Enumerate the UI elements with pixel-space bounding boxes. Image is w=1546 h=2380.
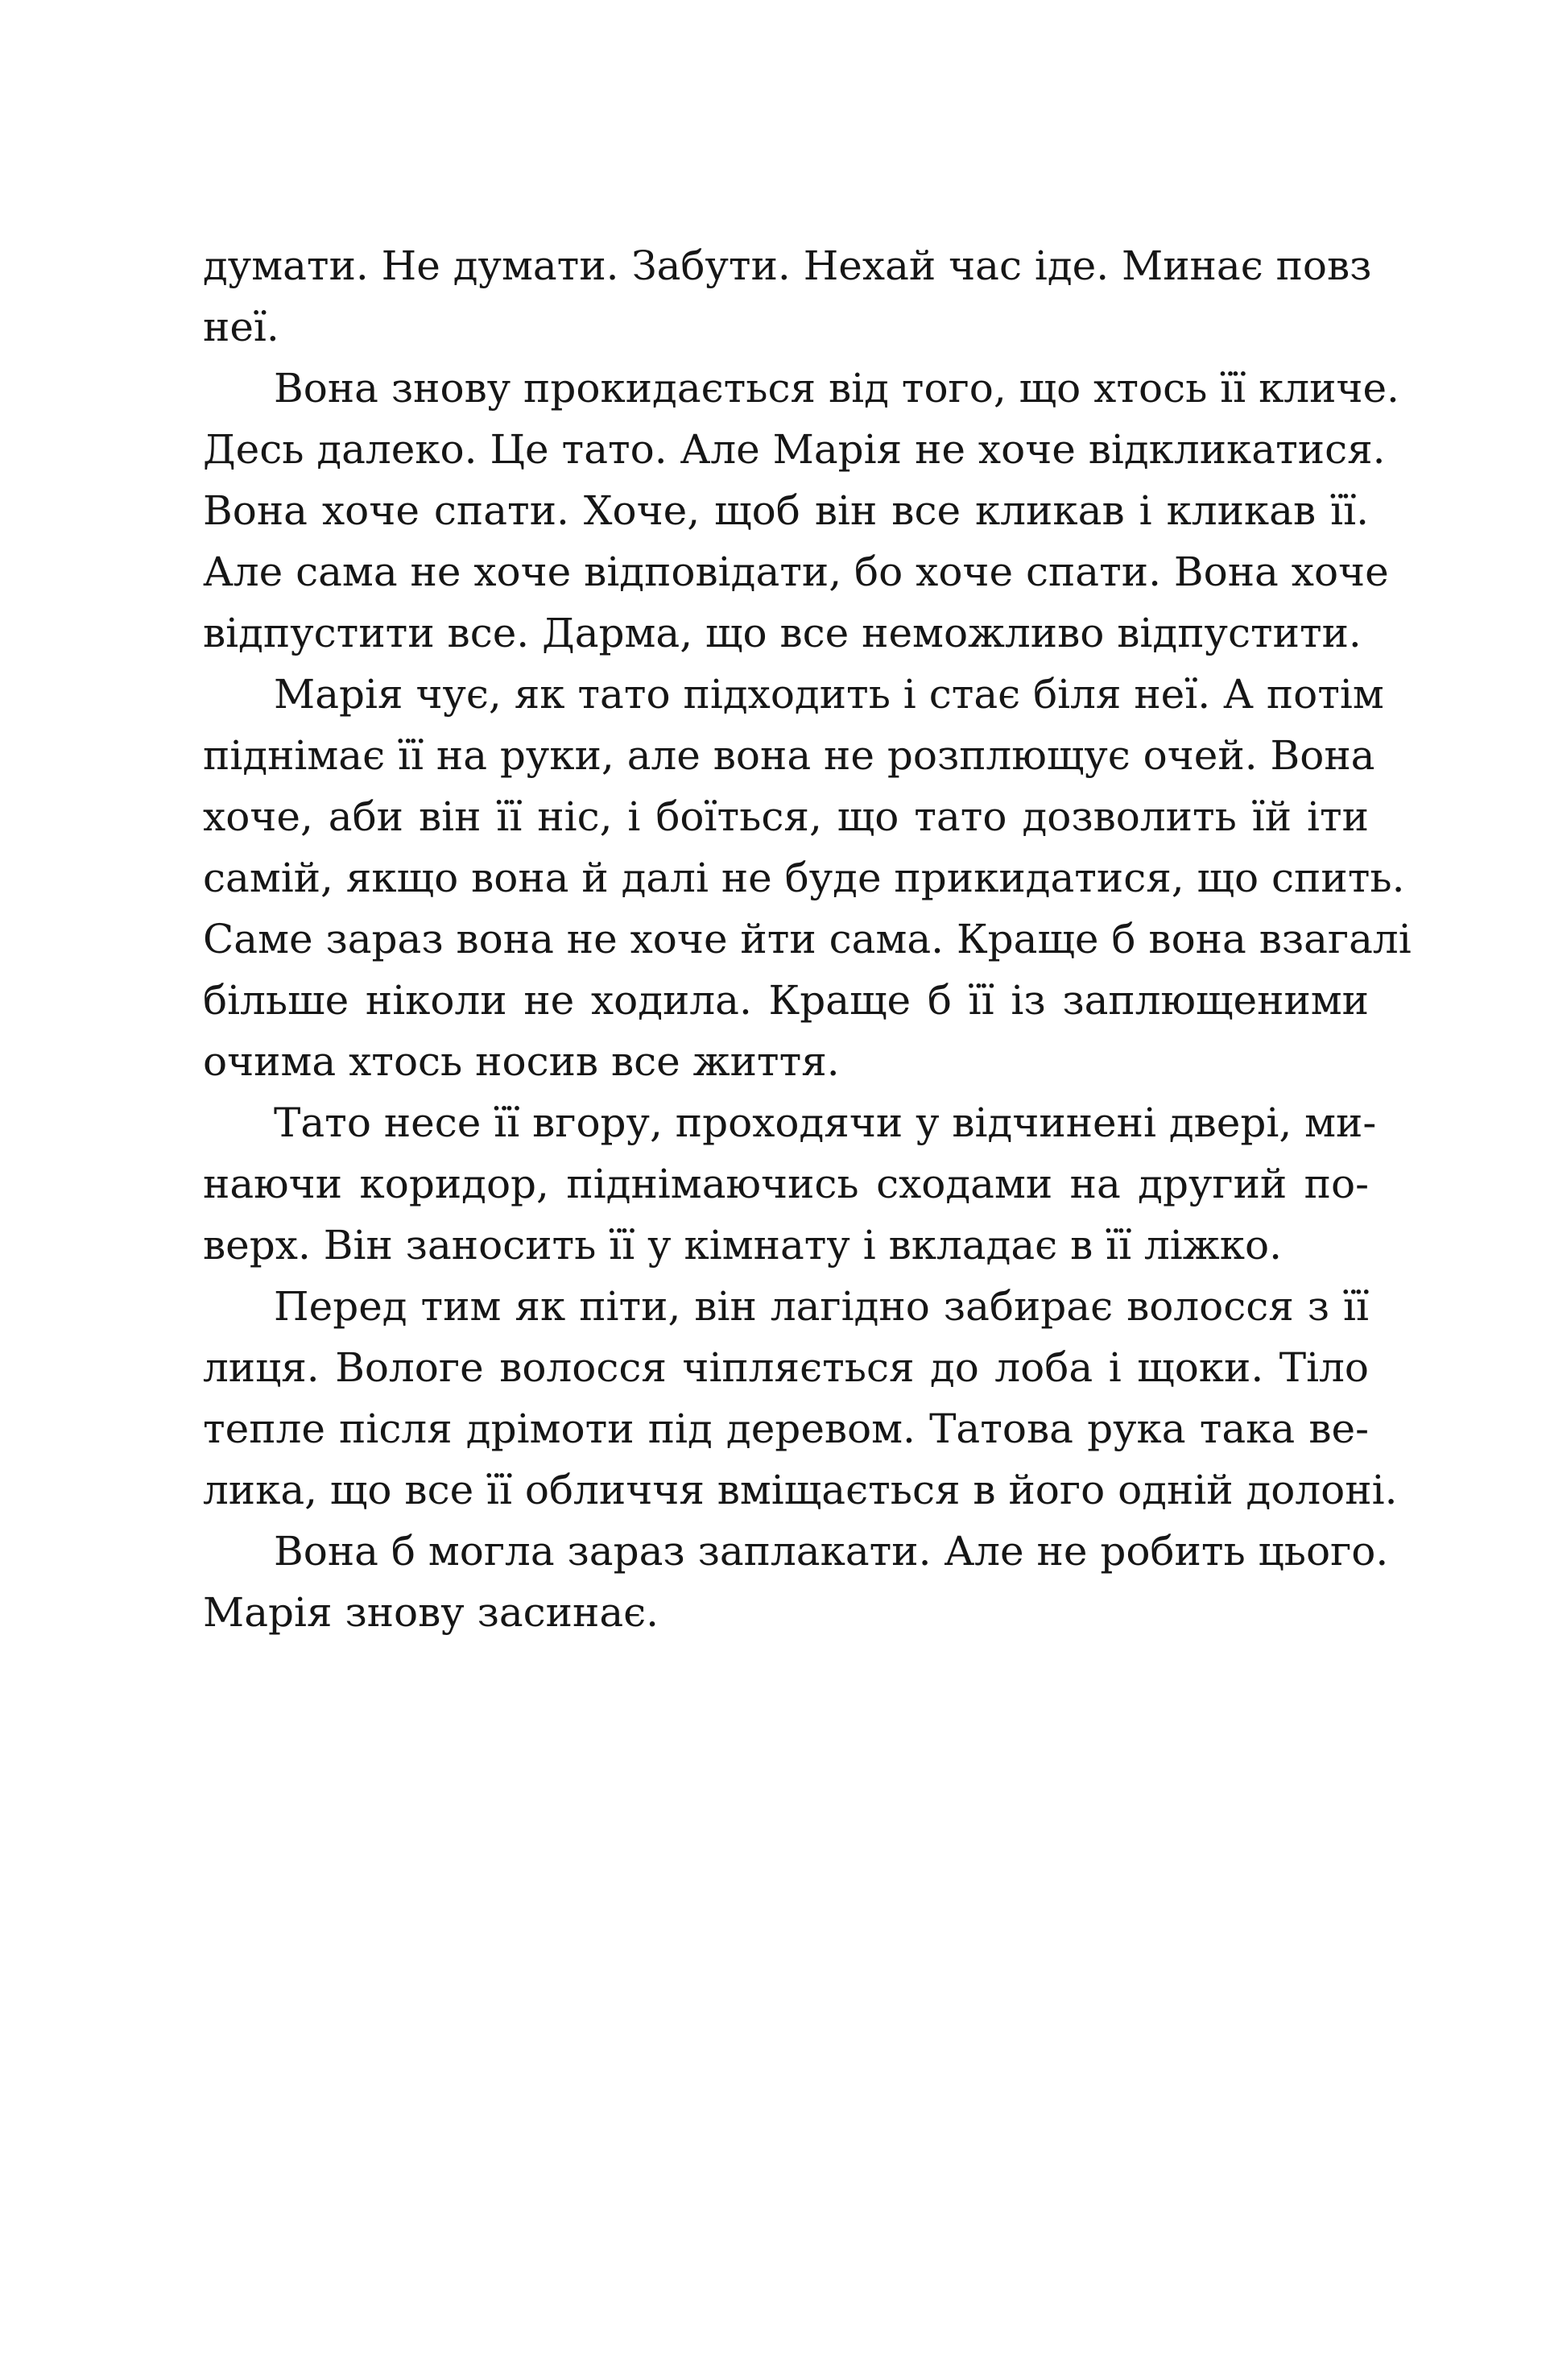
- paragraph: [203, 358, 1399, 664]
- text-line: Вона знову прокидається від того, що хтось її кличе.: [274, 365, 1399, 412]
- text-line: Перед тим як піти, він лагідно забирає волосся з її: [274, 1283, 1369, 1330]
- text-line: хоче, аби він її ніс, і боїться, що тато дозволить їй іти: [203, 793, 1369, 840]
- text-line: Вона хоче спати. Хоче, щоб він все кликав і кликав її.: [203, 487, 1369, 534]
- text-line: піднімає її на руки, але вона не розплющує очей. Вона: [203, 732, 1375, 779]
- text-line: самій, якщо вона й далі не буде прикидатися, що спить.: [203, 855, 1405, 901]
- paragraph: [203, 1092, 1377, 1276]
- text-line: думати. Не думати. Забути. Нехай час іде. Минає повз: [203, 242, 1372, 289]
- text-line: Вона б могла зараз заплакати. Але не робить цього.: [274, 1528, 1389, 1575]
- body-text: [203, 235, 1412, 1643]
- paragraph: [203, 1521, 1389, 1643]
- text-line: наючи коридор, піднімаючись сходами на другий по-: [203, 1161, 1369, 1207]
- paragraph: [203, 235, 1372, 358]
- text-line: Десь далеко. Це тато. Але Марія не хоче відкликатися.: [203, 426, 1386, 473]
- text-line: лика, що все її обличчя вміщається в його одній долоні.: [203, 1467, 1398, 1513]
- text-line: більше ніколи не ходила. Краще б її із заплющеними: [203, 977, 1369, 1024]
- text-line: неї.: [203, 304, 279, 350]
- text-line: відпустити все. Дарма, що все неможливо відпустити.: [203, 610, 1362, 656]
- text-line: Марія знову засинає.: [203, 1589, 659, 1636]
- text-line: Але сама не хоче відповідати, бо хоче спати. Вона хоче: [203, 548, 1389, 595]
- text-line: верх. Він заносить її у кімнату і вкладає в її ліжко.: [203, 1222, 1282, 1269]
- text-line: тепле після дрімоти під деревом. Татова рука така ве-: [203, 1405, 1369, 1452]
- text-line: очима хтось носив все життя.: [203, 1038, 840, 1085]
- text-line: Саме зараз вона не хоче йти сама. Краще б вона взагалі: [203, 916, 1412, 962]
- paragraph: [203, 1276, 1398, 1521]
- text-line: лиця. Вологе волосся чіпляється до лоба і щоки. Тіло: [203, 1344, 1369, 1391]
- text-line: Марія чує, як тато підходить і стає біля неї. А потім: [274, 671, 1384, 718]
- text-line: Тато несе її вгору, проходячи у відчинені двері, ми-: [274, 1099, 1377, 1146]
- paragraph: [203, 664, 1412, 1092]
